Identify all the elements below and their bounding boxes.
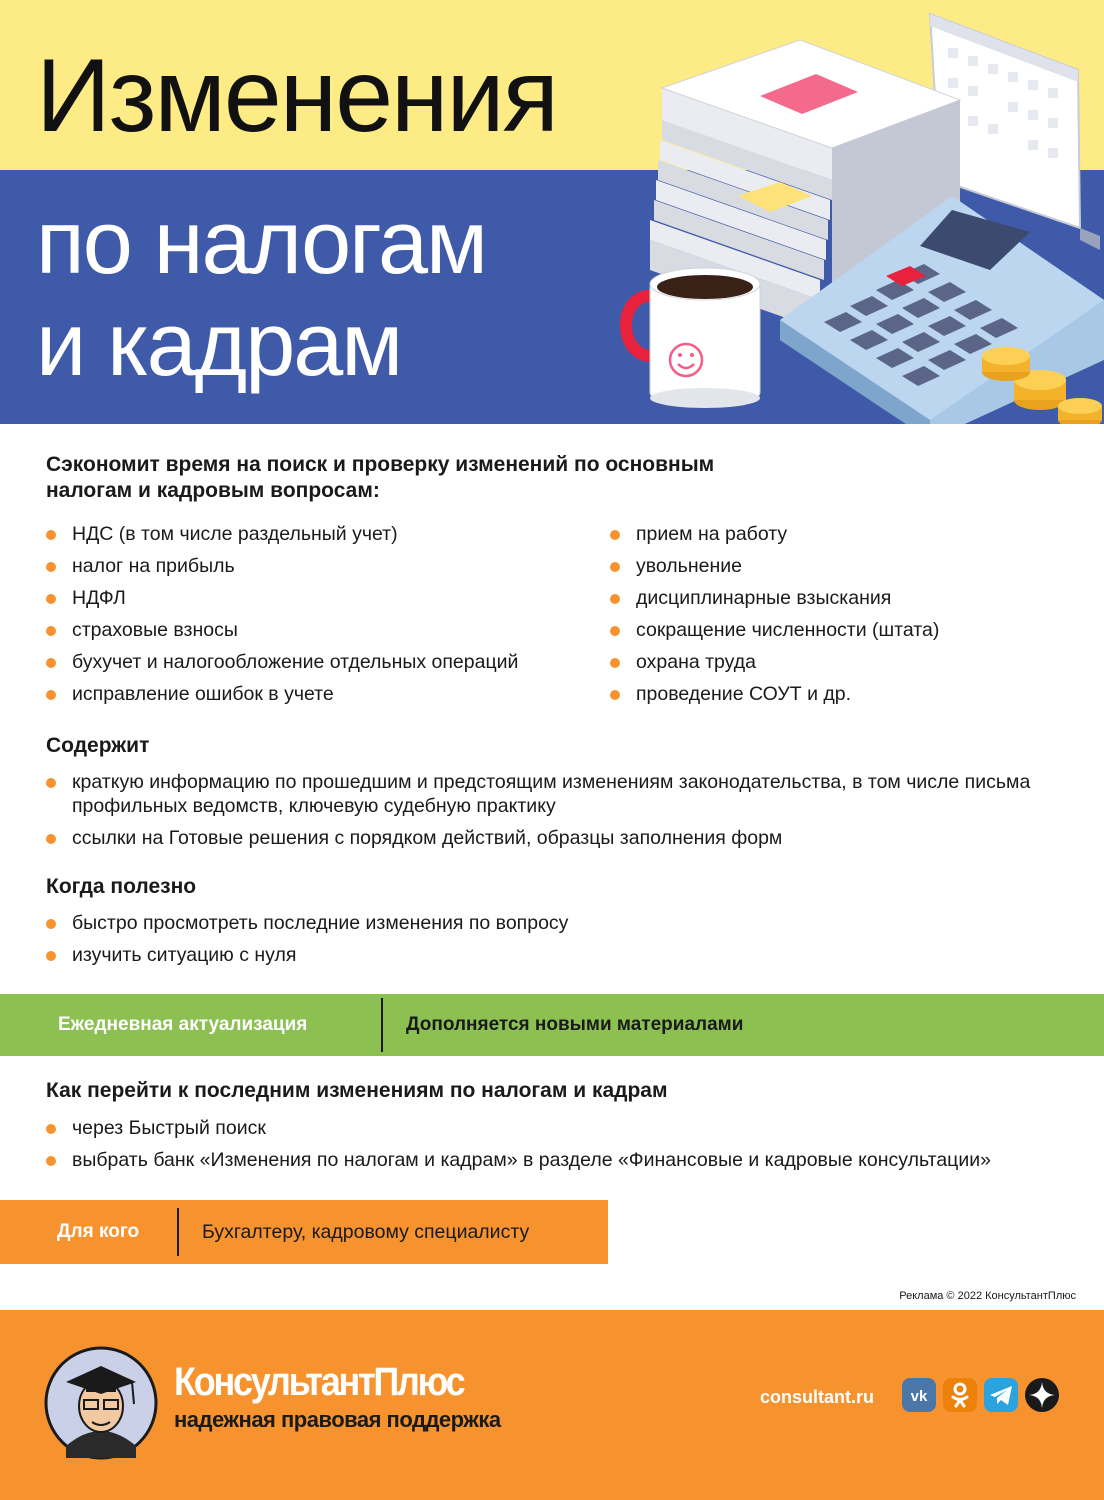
list-item: сокращение численности (штата): [610, 618, 939, 642]
brand-slogan: надежная правовая поддержка: [174, 1407, 501, 1432]
header-banner: [0, 0, 1104, 424]
contains-list: [46, 770, 1056, 850]
list-item: через Быстрый поиск: [46, 1116, 1086, 1140]
audience-bar: [0, 1200, 608, 1264]
zen-icon[interactable]: [1025, 1378, 1059, 1412]
hr-topics-list: [610, 522, 939, 706]
odnoklassniki-icon[interactable]: [943, 1378, 977, 1412]
title-line-1: Изменения: [36, 38, 557, 154]
tax-topics-list: [46, 522, 518, 706]
list-item: дисциплинарные взыскания: [610, 586, 939, 610]
audience-value: Бухгалтеру, кадровому специалисту: [202, 1221, 530, 1243]
office-illustration: [610, 0, 1104, 424]
vk-icon[interactable]: [902, 1378, 936, 1412]
list-item: выбрать банк «Изменения по налогам и кадрам» в разделе «Финансовые и кадровые консультации»: [46, 1148, 1086, 1172]
list-item: увольнение: [610, 554, 939, 578]
list-item: краткую информацию по прошедшим и предстоящим изменениям законодательства, в том числе письма профильных ведомств, ключевую судебную практику: [46, 770, 1056, 818]
daily-update-label: Ежедневная актуализация: [58, 1014, 308, 1035]
contains-heading: Содержит: [46, 734, 150, 757]
list-item: исправление ошибок в учете: [46, 682, 518, 706]
useful-heading: Когда полезно: [46, 875, 197, 898]
intro-heading: [46, 452, 714, 504]
useful-list: [46, 911, 568, 967]
list-item: бухучет и налогообложение отдельных операций: [46, 650, 518, 674]
list-item: налог на прибыль: [46, 554, 518, 578]
divider: [381, 998, 383, 1052]
list-item: НДС (в том числе раздельный учет): [46, 522, 518, 546]
ad-note: Реклама © 2022 КонсультантПлюс: [899, 1290, 1076, 1302]
brand-logo-text: КонсультантПлюс: [174, 1360, 464, 1404]
howto-list: [46, 1116, 1086, 1172]
list-item: проведение СОУТ и др.: [610, 682, 939, 706]
list-item: НДФЛ: [46, 586, 518, 610]
coffee-mug-icon: [626, 268, 760, 408]
list-item: быстро просмотреть последние изменения по вопросу: [46, 911, 568, 935]
intro-heading-line-1: Сэкономит время на поиск и проверку изменений по основным: [46, 453, 715, 476]
divider: [177, 1208, 179, 1256]
update-info-bar: [0, 994, 1104, 1056]
list-item: изучить ситуацию с нуля: [46, 943, 568, 967]
title-line-2: по налогам: [36, 193, 486, 293]
mascot-avatar-icon: [44, 1346, 158, 1460]
list-item: прием на работу: [610, 522, 939, 546]
intro-heading-line-2: налогам и кадровым вопросам:: [46, 479, 380, 502]
svg-text:vk: vk: [910, 1388, 928, 1405]
list-item: ссылки на Готовые решения с порядком действий, образцы заполнения форм: [46, 826, 1056, 850]
telegram-icon[interactable]: [984, 1378, 1018, 1412]
howto-heading: Как перейти к последним изменениям по налогам и кадрам: [46, 1079, 668, 1102]
list-item: охрана труда: [610, 650, 939, 674]
list-item: страховые взносы: [46, 618, 518, 642]
footer: [0, 1310, 1104, 1500]
website-link[interactable]: consultant.ru: [760, 1387, 875, 1407]
title-line-3: и кадрам: [36, 295, 402, 395]
new-materials-label: Дополняется новыми материалами: [406, 1014, 744, 1035]
audience-label: Для кого: [57, 1221, 140, 1242]
